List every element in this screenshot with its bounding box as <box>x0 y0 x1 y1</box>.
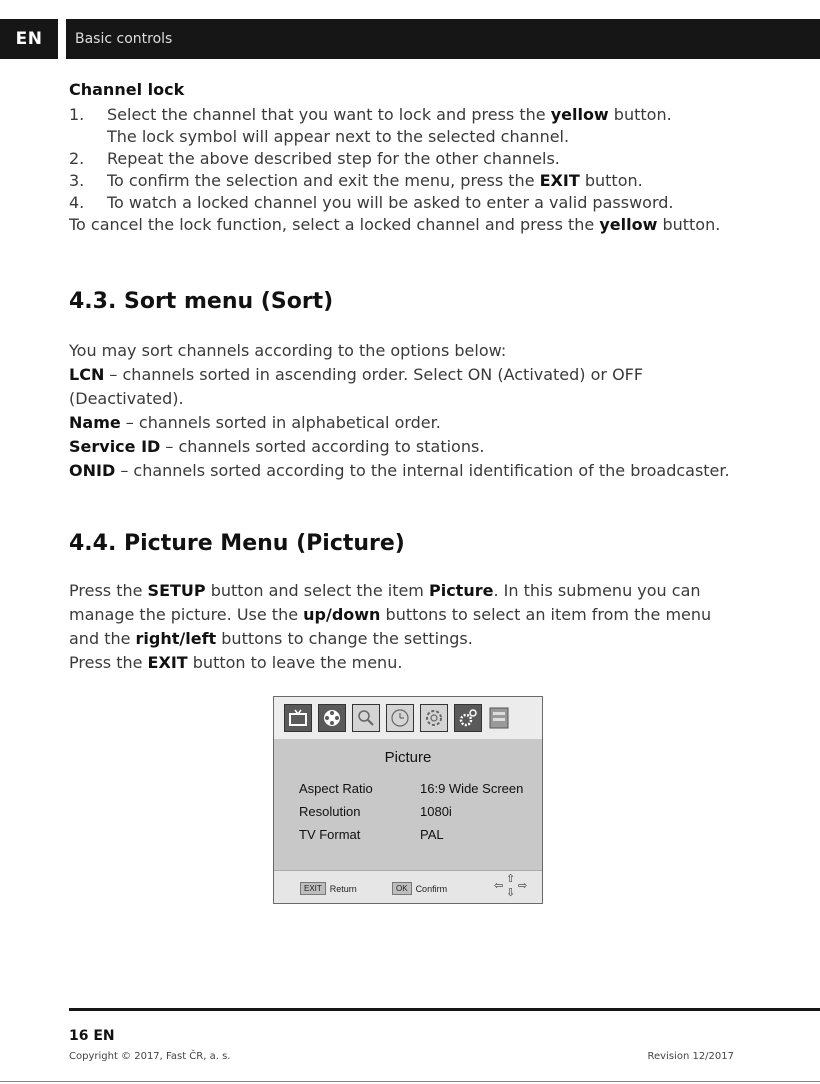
menu-row-aspect-ratio[interactable] <box>299 781 524 796</box>
cancel-text: To cancel the lock function, select a locked channel and press the <box>69 215 600 234</box>
list-item <box>69 104 769 126</box>
arrow-up-icon: ⇧ <box>506 873 516 885</box>
sort-term: Service ID <box>69 437 161 456</box>
sort-desc: – channels sorted according to the internal identification of the broadcaster. <box>115 461 730 480</box>
ok-hint <box>392 882 447 895</box>
text: buttons to select an item from the menu <box>380 605 712 624</box>
step-text: button. <box>579 171 643 190</box>
right-left-key: right/left <box>135 629 217 648</box>
step-text: To watch a locked channel you will be asked to enter a valid password. <box>107 193 674 212</box>
ok-key[interactable]: OK <box>392 882 412 895</box>
list-item <box>69 435 769 459</box>
exit-label: Return <box>329 883 357 894</box>
arrow-right-icon: ⇨ <box>518 880 528 892</box>
language-tab: EN <box>0 19 58 59</box>
picture-line <box>69 603 769 627</box>
step-emphasis: EXIT <box>539 171 580 190</box>
tv-icon[interactable] <box>284 704 312 732</box>
picture-line <box>69 579 769 603</box>
bottom-divider <box>0 1081 820 1082</box>
sort-desc: (Deactivated). <box>69 389 184 408</box>
list-item <box>69 148 769 170</box>
sort-heading: 4.3. Sort menu (Sort) <box>69 289 334 314</box>
search-icon[interactable] <box>352 704 380 732</box>
arrow-left-icon: ⇦ <box>494 880 504 892</box>
text: button and select the item <box>205 581 429 600</box>
menu-title: Picture <box>384 749 432 766</box>
sort-body <box>69 339 769 483</box>
step-number: 1. <box>69 105 85 124</box>
page-header <box>0 19 820 59</box>
text: Press the <box>69 581 148 600</box>
menu-body <box>274 739 542 871</box>
list-item <box>69 126 769 148</box>
row-value: 16:9 Wide Screen <box>420 781 524 796</box>
exit-key: EXIT <box>147 653 188 672</box>
menu-row-tv-format[interactable] <box>299 827 444 842</box>
step-text: button. <box>608 105 672 124</box>
up-down-key: up/down <box>303 605 381 624</box>
sort-desc: – channels sorted in alphabetical order. <box>120 413 441 432</box>
menu-footer <box>274 870 542 903</box>
text: and the <box>69 629 136 648</box>
gear-icon[interactable] <box>420 704 448 732</box>
cancel-emphasis: yellow <box>599 215 658 234</box>
list-item <box>69 411 769 435</box>
text: buttons to change the settings. <box>216 629 473 648</box>
row-label: Resolution <box>299 804 361 819</box>
step-number: 4. <box>69 193 85 212</box>
film-icon[interactable] <box>318 704 346 732</box>
sort-intro: You may sort channels according to the options below: <box>69 341 507 360</box>
step-text: Select the channel that you want to lock and press the <box>107 105 551 124</box>
copyright-notice: Copyright © 2017, Fast ČR, a. s. <box>69 1051 231 1062</box>
clock-icon[interactable] <box>386 704 414 732</box>
page-number: 16 EN <box>69 1028 115 1044</box>
channel-lock-heading: Channel lock <box>69 80 185 99</box>
picture-line <box>69 627 769 651</box>
cancel-text: button. <box>657 215 721 234</box>
step-number: 3. <box>69 171 85 190</box>
text: button to leave the menu. <box>187 653 403 672</box>
revision-label: Revision 12/2017 <box>647 1051 734 1062</box>
ok-label: Confirm <box>415 883 448 894</box>
list-item <box>69 363 769 387</box>
step-text: Repeat the above described step for the other channels. <box>107 149 560 168</box>
menu-icon-bar <box>274 697 542 739</box>
step-number: 2. <box>69 149 85 168</box>
exit-key[interactable]: EXIT <box>300 882 326 895</box>
list-item <box>69 192 769 214</box>
step-text: To confirm the selection and exit the menu, press the <box>107 171 540 190</box>
list-item <box>69 459 769 483</box>
picture-item: Picture <box>428 581 494 600</box>
sort-desc: – channels sorted in ascending order. Select ON (Activated) or OFF <box>104 365 644 384</box>
row-label: TV Format <box>299 827 361 842</box>
sort-term: ONID <box>69 461 116 480</box>
picture-body <box>69 579 769 675</box>
menu-row-resolution[interactable] <box>299 804 452 819</box>
channel-lock-section <box>69 80 769 236</box>
usb-icon[interactable] <box>488 704 510 732</box>
list-item <box>69 387 769 411</box>
row-label: Aspect Ratio <box>299 781 373 796</box>
cancel-note <box>69 214 769 236</box>
picture-heading: 4.4. Picture Menu (Picture) <box>69 531 405 556</box>
sort-desc: – channels sorted according to stations. <box>160 437 485 456</box>
setup-key: SETUP <box>147 581 206 600</box>
footer-divider <box>69 1008 820 1011</box>
channel-lock-steps <box>69 104 769 214</box>
row-value: PAL <box>420 827 444 842</box>
row-value: 1080i <box>420 804 452 819</box>
tv-picture-menu <box>273 696 543 904</box>
step-text: The lock symbol will appear next to the selected channel. <box>107 127 570 146</box>
picture-line <box>69 651 769 675</box>
navigation-arrows-icon <box>493 874 529 900</box>
text: . In this submenu you can <box>493 581 701 600</box>
section-label: Basic controls <box>75 31 173 47</box>
sort-term: LCN <box>69 365 105 384</box>
section-bar <box>66 19 820 59</box>
step-emphasis: yellow <box>550 105 609 124</box>
text: manage the picture. Use the <box>69 605 304 624</box>
sort-term: Name <box>69 413 121 432</box>
text: Press the <box>69 653 148 672</box>
arrow-down-icon: ⇩ <box>506 887 516 899</box>
tools-icon[interactable] <box>454 704 482 732</box>
list-item <box>69 170 769 192</box>
exit-hint <box>300 882 357 895</box>
